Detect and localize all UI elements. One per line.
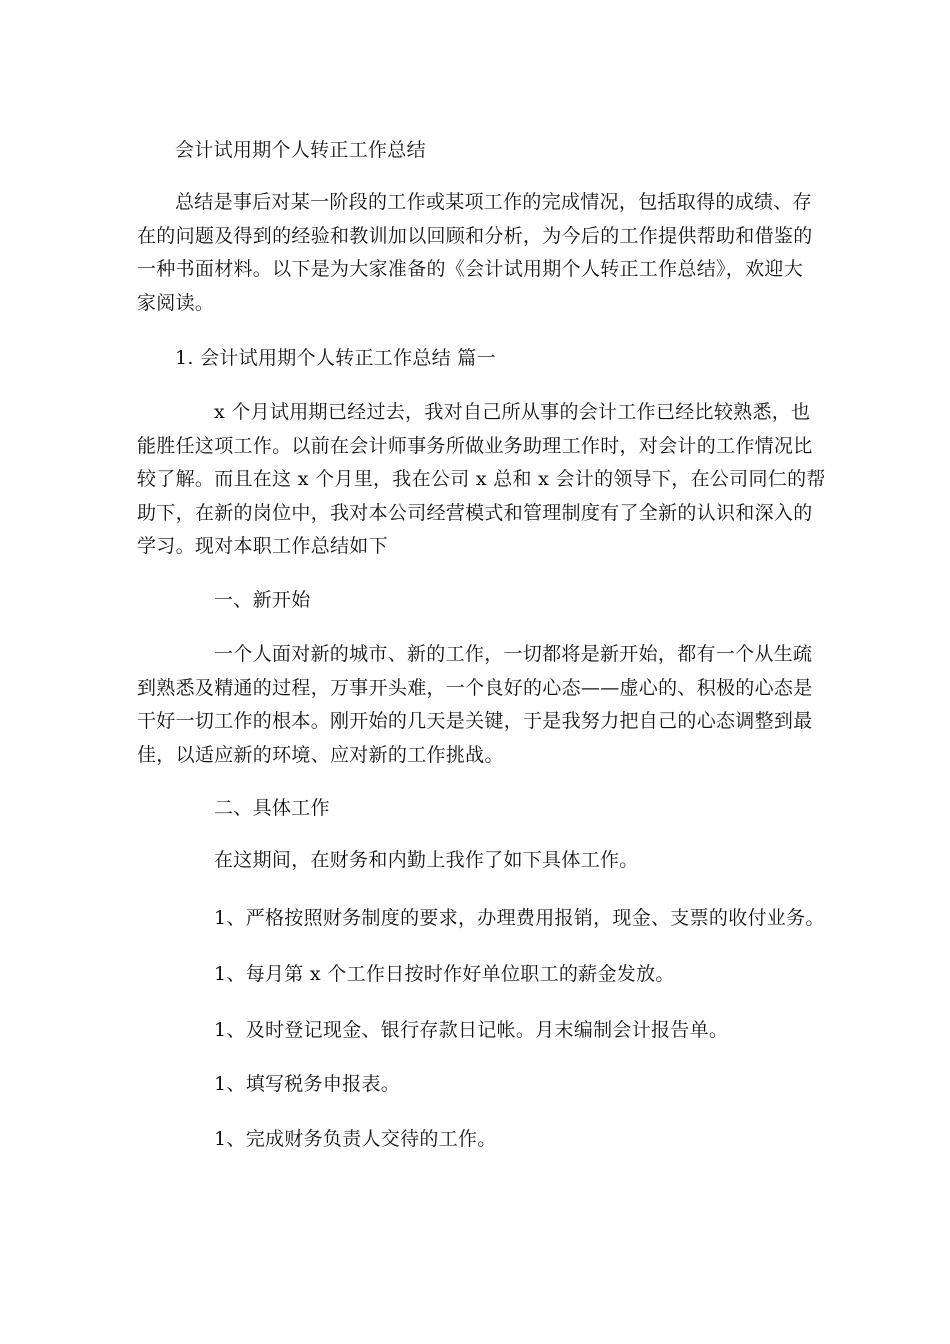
- intro-paragraph: [137, 186, 817, 320]
- section-heading: 1. 会计试用期个人转正工作总结 篇一: [175, 347, 496, 369]
- paragraph-line: x 个月试用期已经过去，我对自己所从事的会计工作已经比较熟悉，也: [214, 401, 811, 423]
- paragraph-2: [137, 638, 817, 772]
- intro-line: 总结是事后对某一阶段的工作或某项工作的完成情况，包括取得的成绩、存: [175, 191, 812, 213]
- paragraph-line: 助下，在新的岗位中，我对本公司经营模式和管理制度有了全新的认识和深入的: [137, 501, 813, 524]
- paragraph-1: [137, 396, 826, 564]
- paragraph-line: 佳，以适应新的环境、应对新的工作挑战。: [137, 743, 504, 766]
- intro-line: 一种书面材料。以下是为大家准备的《会计试用期个人转正工作总结》，欢迎大: [137, 258, 804, 280]
- intro-line: 家阅读。: [137, 291, 215, 314]
- list-item: 1、及时登记现金、银行存款日记帐。月末编制会计报告单。: [214, 1019, 729, 1041]
- paragraph-3: 在这期间，在财务和内勤上我作了如下具体工作。: [214, 849, 639, 871]
- paragraph-line: 到熟悉及精通的过程，万事开头难，一个良好的心态——虚心的、积极的心态是: [137, 676, 813, 699]
- paragraph-line: 较了解。而且在这 x 个月里，我在公司 x 总和 x 会计的领导下，在公司同仁的帮: [137, 468, 826, 490]
- paragraph-line: 学习。现对本职工作总结如下: [137, 535, 388, 557]
- heading-new-start: 一、新开始: [214, 589, 311, 611]
- list-item: 1、每月第 x 个工作日按时作好单位职工的薪金发放。: [214, 963, 675, 985]
- document-title: 会计试用期个人转正工作总结: [175, 139, 426, 161]
- paragraph-line: 能胜任这项工作。以前在会计师事务所做业务助理工作时，对会计的工作情况比: [137, 434, 813, 457]
- heading-specific-work: 二、具体工作: [214, 797, 330, 819]
- intro-line: 在的问题及得到的经验和教训加以回顾和分析，为今后的工作提供帮助和借鉴的: [137, 224, 813, 247]
- paragraph-line: 一个人面对新的城市、新的工作，一切都将是新开始，都有一个从生疏: [214, 643, 813, 665]
- list-item: 1、完成财务负责人交待的工作。: [214, 1128, 497, 1150]
- paragraph-line: 干好一切工作的根本。刚开始的几天是关键，于是我努力把自己的心态调整到最: [137, 710, 813, 732]
- list-item: 1、填写税务申报表。: [214, 1073, 401, 1095]
- list-item: 1、严格按照财务制度的要求，办理费用报销，现金、支票的收付业务。: [214, 907, 825, 929]
